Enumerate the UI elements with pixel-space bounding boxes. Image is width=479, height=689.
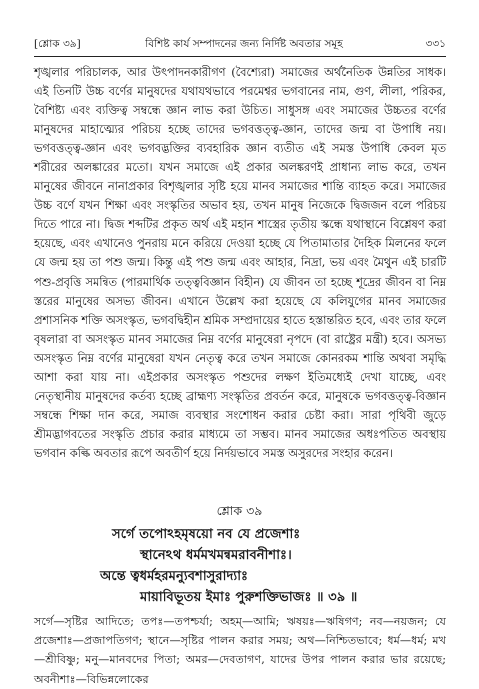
header-chapter-title: বিশিষ্ট কার্য সম্পাদনের জন্য নির্দিষ্ট অবতার সমূহ xyxy=(145,38,343,50)
verse-heading: শ্লোক ৩৯ xyxy=(216,503,263,518)
verse-line-4: মায়াবিভূতয় ইমাঃ পুরুশক্তিভাজঃ ॥ ৩৯ ॥ xyxy=(140,590,358,605)
synonyms-section xyxy=(34,612,446,689)
header-page-number: ৩৩১ xyxy=(425,38,446,50)
running-header xyxy=(34,34,446,54)
header-verse-ref: [শ্লোক ৩৯] xyxy=(34,38,81,50)
sanskrit-verse xyxy=(100,524,450,608)
purport-text xyxy=(34,63,446,463)
verse-line-2: স্থানেঽথ ধর্মমখমন্বমরাবনীশাঃ। xyxy=(140,548,292,563)
verse-line-3: অন্তে ত্বধর্মহরমন্যুবশাসুরাদ্যাঃ xyxy=(100,569,249,584)
verse-line-1: সর্গে তপোঽহমৃষয়ো নব যে প্রজেশাঃ xyxy=(112,527,301,542)
synonyms-text: সর্গে—সৃষ্টির আদিতে; তপঃ—তপশ্চর্যা; অহম্—আমি; ঋষয়ঃ—ঋষিগণ; নব—নয়জন; যে প্রজেশাঃ—প্রজাপতিগণ; স্থানে—সৃষ্টির পালন করার সময়; অথ—নিশ্চিতভাবে; ধর্ম—ধর্ম; মখ—শ্রীবিষ্ণু; মনু—মানবদের পিতা; অমর—দেবতাগণ, যাদের উপর পালন করার ভার রয়েছে; অবনীশাঃ—বিভিন্নলোকের xyxy=(34,615,446,686)
purport-paragraph: শৃঙ্খলার পরিচালক, আর উৎপাদনকারীগণ (বৈশ্যেরা) সমাজের অর্থনৈতিক উন্নতির সাধক। এই তিনটি উচ্চ বর্ণের মানুষদের যথাযথভাবে পরমেশ্বর ভগবানের নাম, গুণ, লীলা, পরিকর, বৈশিষ্ট্য এবং ব্যক্তিত্ব সম্বন্ধে জ্ঞান লাভ করা উচিত। সাধুসঙ্গ এবং সমাজের উচ্চতর বর্ণের মানুষদের মাহাত্ম্যের পরিচয় হচ্ছে তাদের ভগবত্তত্ত্ব-জ্ঞান, তাদের জন্ম বা উপাধি নয়। ভগবত্তত্ত্ব-জ্ঞান এবং ভগবদ্ভক্তির ব্যবহারিক জ্ঞান ব্যতীত এই সমস্ত উপাধি কেবল মৃত শরীরের অলঙ্কারের মতো। যখন সমাজে এই প্রকার অলঙ্করণই প্রাধান্য লাভ করে, তখন মানুষের জীবনে নানাপ্রকার বিশৃঙ্খলার সৃষ্টি হয়ে মানব সমাজের শান্তি ব্যাহত করে। সমাজের উচ্চ বর্ণে যখন শিক্ষা এবং সংস্কৃতির অভাব হয়, তখন মানুষ নিজেকে দ্বিজজন বলে পরিচয় দিতে পারে না। দ্বিজ শব্দটির প্রকৃত অর্থ এই মহান শাস্ত্রের তৃতীয় স্কন্ধে যথাস্থানে বিশ্লেষণ করা হয়েছে, এবং এখানেও পুনরায় মনে করিয়ে দেওয়া হচ্ছে যে পিতামাতার দৈহিক মিলনের ফলে যে জন্ম হয় তা পশু জন্ম। কিন্তু এই পশু জন্ম এবং আহার, নিদ্রা, ভয় এবং মৈথুন এই চারটি পশু-প্রবৃত্তি সমন্বিত (পারমার্থিক তত্ত্ববিজ্ঞান বিহীন) যে জীবন তা হচ্ছে শূদ্রের জীবন বা নিম্ন স্তরের মানুষের অসভ্য জীবন। এখানে উল্লেখ করা হয়েছে যে কলিযুগের মানব সমাজের প্রশাসনিক শক্তি অসংস্কৃত, ভগবদ্বিহীন শ্রমিক সম্প্রদায়ের হাতে হস্তান্তরিত হবে, এবং তার ফলে বৃষলারা বা অসংস্কৃত মানব সমাজের নিম্ন বর্ণের মানুষেরা নৃপদে (বা রাষ্ট্রের মন্ত্রী) হবে। অসভ্য অসংস্কৃত নিম্ন বর্ণের মানুষেরা যখন নেতৃত্ব করে তখন সমাজে কোনরকম শান্তি অথবা সমৃদ্ধি আশা করা যায় না। এইপ্রকার অসংস্কৃত পশুদের লক্ষণ ইতিমধ্যেই দেখা যাচ্ছে, এবং নেতৃস্থানীয় মানুষদের কর্তব্য হচ্ছে ব্রাহ্মণ্য সংস্কৃতির প্রবর্তন করে, মানুষকে ভগবত্তত্ত্ব-বিজ্ঞান সম্বন্ধে শিক্ষা দান করে, সমাজ ব্যবস্থার সংশোধন করার চেষ্টা করা। সারা পৃথিবী জুড়ে শ্রীমদ্ভাগবতের সংস্কৃতি প্রচার করার মাধ্যমে তা সম্ভব। মানব সমাজের অধঃপতিত অবস্থায় ভগবান কল্কি অবতার রূপে অবতীর্ণ হয়ে নির্দয়ভাবে সমস্ত অসুরদের সংহার করেন। xyxy=(34,66,446,460)
header-divider xyxy=(34,56,446,57)
